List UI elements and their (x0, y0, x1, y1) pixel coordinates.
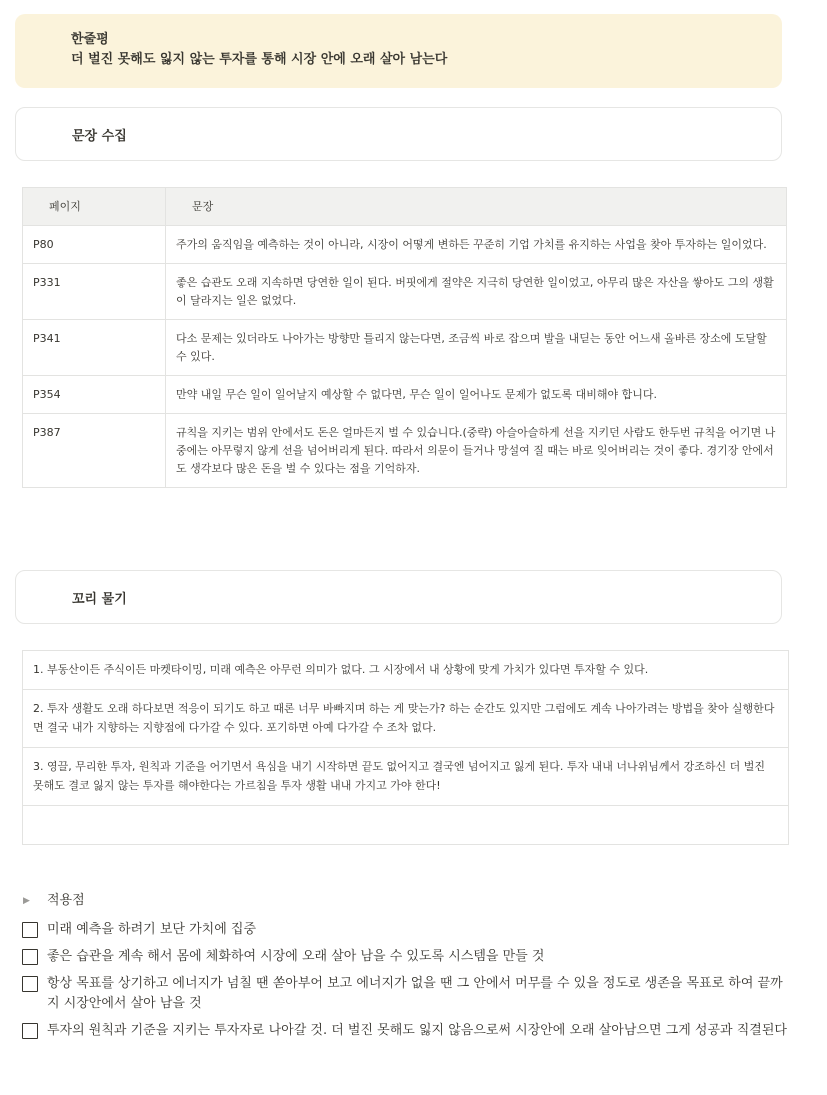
table-cell-sentence[interactable]: 좋은 습관도 오래 지속하면 당연한 일이 된다. 버핏에게 절약은 지극히 당연한 일이었고, 아무리 많은 자산을 쌓아도 그의 생활이 달라지는 일은 없었다. (166, 264, 787, 320)
checkbox[interactable] (22, 1023, 38, 1039)
table-cell-page[interactable]: P341 (23, 320, 166, 376)
section-tail-title: 꼬리 물기 (72, 591, 127, 607)
todo-item (22, 1021, 792, 1041)
quotes-table (22, 187, 787, 488)
table-header-row (23, 188, 787, 226)
column-header-page[interactable]: 페이지 (23, 188, 166, 226)
checkbox[interactable] (22, 922, 38, 938)
todo-item (22, 974, 792, 1014)
table-cell-page[interactable]: P331 (23, 264, 166, 320)
section-quotes-title: 문장 수집 (72, 128, 127, 144)
table-row (23, 226, 787, 264)
table-row (23, 264, 787, 320)
table-cell-sentence[interactable]: 주가의 움직임을 예측하는 것이 아니라, 시장이 어떻게 변하든 꾸준히 기업 가치를 유지하는 사업을 찾아 투자하는 일이었다. (166, 226, 787, 264)
triangle-right-icon[interactable]: ▶ (23, 896, 30, 906)
toggle-label: 적용점 (47, 893, 85, 908)
table-cell-page[interactable]: P354 (23, 376, 166, 414)
table-cell-sentence[interactable]: 만약 내일 무슨 일이 일어날지 예상할 수 없다면, 무슨 일이 일어나도 문제가 없도록 대비해야 합니다. (166, 376, 787, 414)
table-cell-sentence[interactable]: 다소 문제는 있더라도 나아가는 방향만 틀리지 않는다면, 조금씩 바로 잡으며 발을 내딛는 동안 어느새 올바른 장소에 도달할 수 있다. (166, 320, 787, 376)
summary-callout (15, 14, 782, 88)
column-header-sentence[interactable]: 문장 (166, 188, 787, 226)
toggle-apply-points[interactable] (23, 891, 85, 911)
note-row[interactable]: 3. 영끌, 무리한 투자, 원칙과 기준을 어기면서 욕심을 내기 시작하면 끝도 없어지고 결국엔 넘어지고 잃게 된다. 투자 내내 너나위님께서 강조하신 더 벌진 못해도 결코 잃지 않는 투자를 해야한다는 가르침을 투자 생활 내내 가지고 가야 한다! (23, 748, 788, 806)
tail-notes-table (22, 650, 789, 845)
table-row (23, 376, 787, 414)
empty-note-row[interactable] (23, 806, 788, 844)
checkbox[interactable] (22, 949, 38, 965)
table-row (23, 320, 787, 376)
todo-list (22, 920, 792, 1048)
table-row (23, 414, 787, 488)
note-row[interactable]: 2. 투자 생활도 오래 하다보면 적응이 되기도 하고 때론 너무 바빠지며 하는 게 맞는가? 하는 순간도 있지만 그럼에도 계속 나아가려는 방법을 찾아 실행한다면 결국 내가 지향하는 지향점에 다가갈 수 있다. 포기하면 아예 다가갈 수 조차 없다. (23, 690, 788, 748)
note-row[interactable]: 1. 부동산이든 주식이든 마켓타이밍, 미래 예측은 아무런 의미가 없다. 그 시장에서 내 상황에 맞게 가치가 있다면 투자할 수 있다. (23, 651, 788, 690)
section-quotes-header (15, 107, 782, 161)
todo-item (22, 947, 792, 967)
todo-text[interactable]: 투자의 원칙과 기준을 지키는 투자자로 나아갈 것. 더 벌진 못해도 잃지 않음으로써 시장안에 오래 살아남으면 그게 성공과 직결된다 (47, 1023, 787, 1038)
section-tail-header (15, 570, 782, 624)
todo-text[interactable]: 미래 예측을 하려기 보단 가치에 집중 (47, 922, 257, 937)
callout-label: 한줄평 (71, 32, 109, 47)
todo-item (22, 920, 792, 940)
table-cell-page[interactable]: P387 (23, 414, 166, 488)
todo-text[interactable]: 좋은 습관을 계속 해서 몸에 체화하여 시장에 오래 살아 남을 수 있도록 시스템을 만들 것 (47, 949, 545, 964)
callout-text: 더 벌진 못해도 잃지 않는 투자를 통해 시장 안에 오래 살아 남는다 (71, 52, 448, 67)
table-cell-page[interactable]: P80 (23, 226, 166, 264)
todo-text[interactable]: 항상 목표를 상기하고 에너지가 넘칠 땐 쏟아부어 보고 에너지가 없을 땐 그 안에서 머무를 수 있을 정도로 생존을 목표로 하여 끝까지 시장안에서 살아 남을 것 (47, 976, 783, 1011)
table-cell-sentence[interactable]: 규칙을 지키는 범위 안에서도 돈은 얼마든지 벌 수 있습니다.(중략) 아슬아슬하게 선을 지키던 사람도 한두번 규칙을 어기면 나중에는 아무렇지 않게 선을 넘어버리게 된다. 따라서 의문이 들거나 망설여 질 때는 바로 잊어버리는 것이 좋다. 경기장 안에서도 생각보다 많은 돈을 벌 수 있다는 점을 기억하자. (166, 414, 787, 488)
checkbox[interactable] (22, 976, 38, 992)
